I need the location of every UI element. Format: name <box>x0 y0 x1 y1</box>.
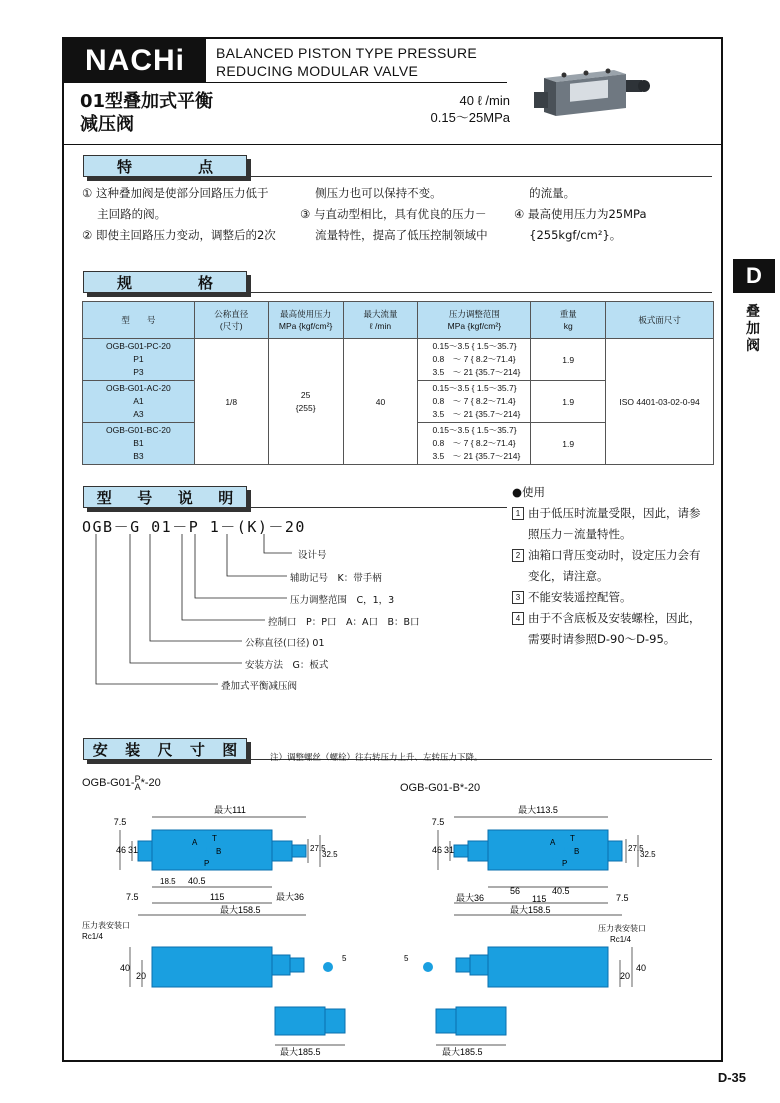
svg-text:31: 31 <box>128 845 139 855</box>
page-number: D-35 <box>717 1070 746 1085</box>
specs-heading: 规 格 <box>83 271 247 293</box>
svg-text:32.5: 32.5 <box>640 850 656 859</box>
svg-text:Rc1/4: Rc1/4 <box>610 935 631 944</box>
svg-text:27.5: 27.5 <box>628 844 644 853</box>
section-tab-d: D <box>733 259 775 293</box>
section-tab-label: 叠加阀 <box>746 304 760 354</box>
svg-text:18.5: 18.5 <box>160 877 176 886</box>
rating-summary: 40 ℓ /min 0.15～25MPa <box>430 93 510 125</box>
weight-cell: 1.9 <box>531 423 606 465</box>
features-heading-rule <box>247 176 712 177</box>
col-pressure-range: 压力调整范围 MPa {kgf/cm²} <box>418 302 531 339</box>
svg-text:20: 20 <box>136 971 147 981</box>
usage-item: 4 由于不含底板及安装螺栓，因此， <box>512 608 722 629</box>
decode-design-number: 设计号 <box>298 550 327 561</box>
decode-nominal-size: 公称直径(口径) 01 <box>245 638 325 649</box>
col-model: 型 号 <box>83 302 195 339</box>
svg-text:31: 31 <box>444 845 455 855</box>
model-cell: OGB-G01-PC-20 P1 P3 <box>83 339 195 381</box>
port-label-b: B <box>216 847 222 856</box>
col-weight: 重量 kg <box>531 302 606 339</box>
features-col-1: ① 这种叠加阀是使部分回路压力低于 主回路的阀。 ② 即使主回路压力变动，调整后的2次 <box>82 186 276 242</box>
spec-table <box>82 301 714 465</box>
svg-text:最大158.5: 最大158.5 <box>510 905 551 915</box>
svg-text:5: 5 <box>342 954 347 963</box>
port-label-b: B <box>574 847 580 856</box>
usage-item: 2 油箱口背压变动时，设定压力会有 <box>512 545 722 566</box>
nachi-logo: NACHi <box>64 39 206 82</box>
svg-text:最大113.5: 最大113.5 <box>518 805 558 815</box>
right-drawing-title: OGB-G01-B*-20 <box>400 782 481 794</box>
svg-text:最大158.5: 最大158.5 <box>220 905 261 915</box>
title-english: BALANCED PISTON TYPE PRESSURE REDUCING MODULAR VALVE <box>216 45 478 79</box>
svg-text:7.5: 7.5 <box>616 893 629 903</box>
svg-text:7.5: 7.5 <box>126 892 139 902</box>
svg-text:56: 56 <box>510 886 521 896</box>
svg-text:最大36: 最大36 <box>456 893 485 903</box>
decode-control-port: 控制口 P：P口 A：A口 B：B口 <box>268 617 420 628</box>
product-photo <box>530 58 660 120</box>
col-mounting: 板式面尺寸 <box>606 302 714 339</box>
svg-text:5: 5 <box>404 954 409 963</box>
left-drawing-title: OGB-G01-P A*-20 <box>82 774 161 792</box>
port-label-t: T <box>212 834 217 843</box>
model-code-heading-rule <box>247 507 507 508</box>
svg-text:32.5: 32.5 <box>322 850 338 859</box>
decode-aux-symbol: 辅助记号 K：带手柄 <box>290 573 382 584</box>
port-label-p: P <box>562 859 568 868</box>
model-code-string: OGB－G 01－P 1－(K)－20 <box>82 518 306 536</box>
usage-notes: ●使用 1 由于低压时流量受限，因此，请参 照压力－流量特性。 2 油箱口背压变动时，设定压力会有 变化，请注意。 3 不能安装遥控配管。 4 由于不含底板及安装螺栓，因此， 需要时请参照D-90～D-95。 <box>512 482 722 650</box>
features-col-2: 侧压力也可以保持不变。 ③ 与直动型相比，具有优良的压力－ 流量特性，提高了低压控制领域中 <box>300 186 488 242</box>
svg-text:27.5: 27.5 <box>310 844 326 853</box>
svg-text:最大185.5: 最大185.5 <box>280 1047 321 1057</box>
svg-text:压力表安装口: 压力表安装口 <box>82 921 130 930</box>
port-label-a: A <box>192 838 198 847</box>
range-cell: 0.15～3.5 { 1.5～35.7} 0.8 ～ 7 { 8.2～71.4} 3.5 ～ 21 {35.7～214} <box>418 423 531 465</box>
svg-text:115: 115 <box>532 894 547 904</box>
title-rule <box>64 82 507 83</box>
model-cell: OGB-G01-BC-20 B1 B3 <box>83 423 195 465</box>
svg-text:最大185.5: 最大185.5 <box>442 1047 483 1057</box>
svg-text:46: 46 <box>116 845 127 855</box>
adjust-note: 注）调整螺丝（螺栓）往右转压力上升、左转压力下降。 <box>270 753 483 763</box>
svg-text:压力表安装口: 压力表安装口 <box>598 924 646 933</box>
max-pressure-cell: 25 {255} <box>268 339 343 465</box>
title-chinese: 01型叠加式平衡 减压阀 <box>80 91 214 135</box>
range-cell: 0.15～3.5 { 1.5～35.7} 0.8 ～ 7 { 8.2～71.4} 3.5 ～ 21 {35.7～214} <box>418 339 531 381</box>
decode-valve-type: 叠加式平衡减压阀 <box>221 681 298 692</box>
svg-text:115: 115 <box>210 892 225 902</box>
port-label-t: T <box>570 834 575 843</box>
range-cell: 0.15～3.5 { 1.5～35.7} 0.8 ～ 7 { 8.2～71.4} 3.5 ～ 21 {35.7～214} <box>418 381 531 423</box>
left-dimension-drawing <box>80 795 360 1060</box>
usage-title: ●使用 <box>512 485 546 499</box>
weight-cell: 1.9 <box>531 339 606 381</box>
svg-text:7.5: 7.5 <box>113 817 127 827</box>
table-row <box>83 339 714 381</box>
model-code-heading: 型 号 说 明 <box>83 486 247 508</box>
port-label-a: A <box>550 838 556 847</box>
decode-mounting: 安装方法 G：板式 <box>245 660 329 671</box>
usage-item: 3 不能安装遥控配管。 <box>512 587 722 608</box>
mounting-cell: ISO 4401-03-02-0-94 <box>606 339 714 465</box>
usage-item: 1 由于低压时流量受限，因此，请参 <box>512 503 722 524</box>
port-label-p: P <box>204 859 210 868</box>
svg-text:46: 46 <box>432 845 443 855</box>
col-nominal: 公称直径 (尺寸) <box>194 302 268 339</box>
model-cell: OGB-G01-AC-20 A1 A3 <box>83 381 195 423</box>
svg-text:40.5: 40.5 <box>552 886 570 896</box>
weight-cell: 1.9 <box>531 381 606 423</box>
right-dimension-drawing <box>398 795 658 1060</box>
svg-text:最大36: 最大36 <box>276 892 305 902</box>
svg-text:最大111: 最大111 <box>214 805 246 815</box>
col-max-pressure: 最高使用压力 MPa {kgf/cm²} <box>268 302 343 339</box>
svg-text:Rc1/4: Rc1/4 <box>82 932 103 941</box>
install-heading: 安 装 尺 寸 图 <box>83 738 247 760</box>
spec-table-header-row <box>83 302 714 339</box>
header-divider <box>64 144 721 145</box>
svg-text:40: 40 <box>120 963 131 973</box>
nominal-cell: 1/8 <box>194 339 268 465</box>
specs-heading-rule <box>247 292 712 293</box>
max-flow-cell: 40 <box>343 339 418 465</box>
svg-text:7.5: 7.5 <box>431 817 445 827</box>
features-col-3: 的流量。 ④ 最高使用压力为25MPa {255kgf/cm²}。 <box>514 186 647 242</box>
decode-pressure-range: 压力调整范围 C，1，3 <box>290 595 395 606</box>
svg-text:20: 20 <box>620 971 631 981</box>
col-max-flow: 最大流量 ℓ /min <box>343 302 418 339</box>
features-heading: 特 点 <box>83 155 247 177</box>
svg-text:40.5: 40.5 <box>188 876 206 886</box>
svg-text:40: 40 <box>636 963 647 973</box>
